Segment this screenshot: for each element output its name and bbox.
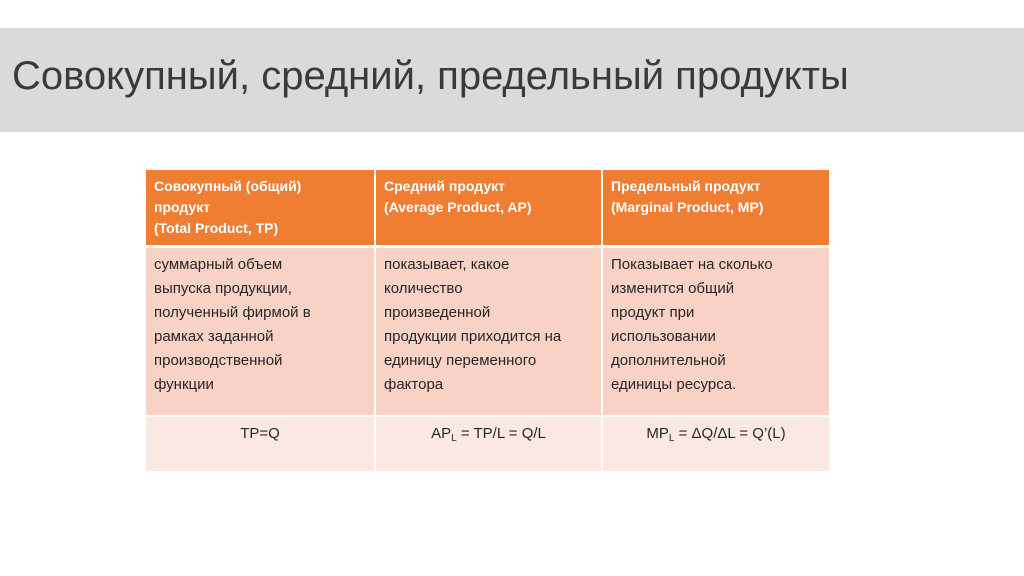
header-average-product: [375, 170, 602, 247]
text-line: единицу переменного: [384, 352, 537, 369]
text-line: полученный фирмой в: [154, 304, 311, 321]
text-line: производственной: [154, 352, 283, 369]
text-line: функции: [154, 376, 214, 393]
text-line: количество: [384, 280, 463, 297]
formula-subscript: L: [668, 432, 675, 444]
text-line: единицы ресурса.: [611, 376, 737, 393]
cell-marginal-product-description: [602, 247, 829, 416]
formula-body: = TP/L = Q/L: [456, 424, 546, 442]
cell-total-product-description: [146, 247, 375, 416]
product-comparison-table: [146, 170, 829, 471]
header-line: (Marginal Product, MP): [611, 199, 764, 215]
text-line: фактора: [384, 376, 444, 393]
formula-symbol: AP: [431, 424, 452, 442]
header-total-product: [146, 170, 375, 247]
header-line: (Average Product, AP): [384, 199, 532, 215]
text-line: суммарный объем: [154, 256, 283, 273]
header-line: Совокупный (общий): [154, 178, 302, 194]
table-header-row: [146, 170, 829, 247]
header-marginal-product: [602, 170, 829, 247]
text-line: рамках заданной: [154, 328, 274, 345]
text-line: произведенной: [384, 304, 491, 321]
formula-symbol: MP: [646, 424, 669, 442]
cell-average-product-description: [375, 247, 602, 416]
header-line: Средний продукт: [384, 178, 505, 194]
header-line: Предельный продукт: [611, 178, 761, 194]
header-line: продукт: [154, 199, 211, 215]
text-line: выпуска продукции,: [154, 280, 292, 297]
text-line: дополнительной: [611, 352, 726, 369]
table-row-descriptions: [146, 247, 829, 416]
text-line: изменится общий: [611, 280, 735, 297]
cell-ap-formula: [375, 416, 602, 471]
formula-body: = ΔQ/ΔL = Q’(L): [674, 424, 786, 442]
table-row-formulas: [146, 416, 829, 471]
formula-mp: [646, 425, 785, 442]
text-line: продукт при: [611, 304, 695, 321]
formula-tp: TP=Q: [240, 424, 280, 442]
text-line: продукции приходится на: [384, 328, 562, 345]
slide-title: Совокупный, средний, предельный продукты: [12, 54, 849, 98]
cell-mp-formula: [602, 416, 829, 471]
text-line: использовании: [611, 328, 716, 345]
cell-tp-formula: [146, 416, 375, 471]
text-line: показывает, какое: [384, 256, 510, 273]
formula-ap: [431, 425, 546, 442]
text-line: Показывает на сколько: [611, 256, 773, 273]
header-line: (Total Product, TP): [154, 220, 279, 236]
formula-subscript: L: [451, 432, 457, 444]
